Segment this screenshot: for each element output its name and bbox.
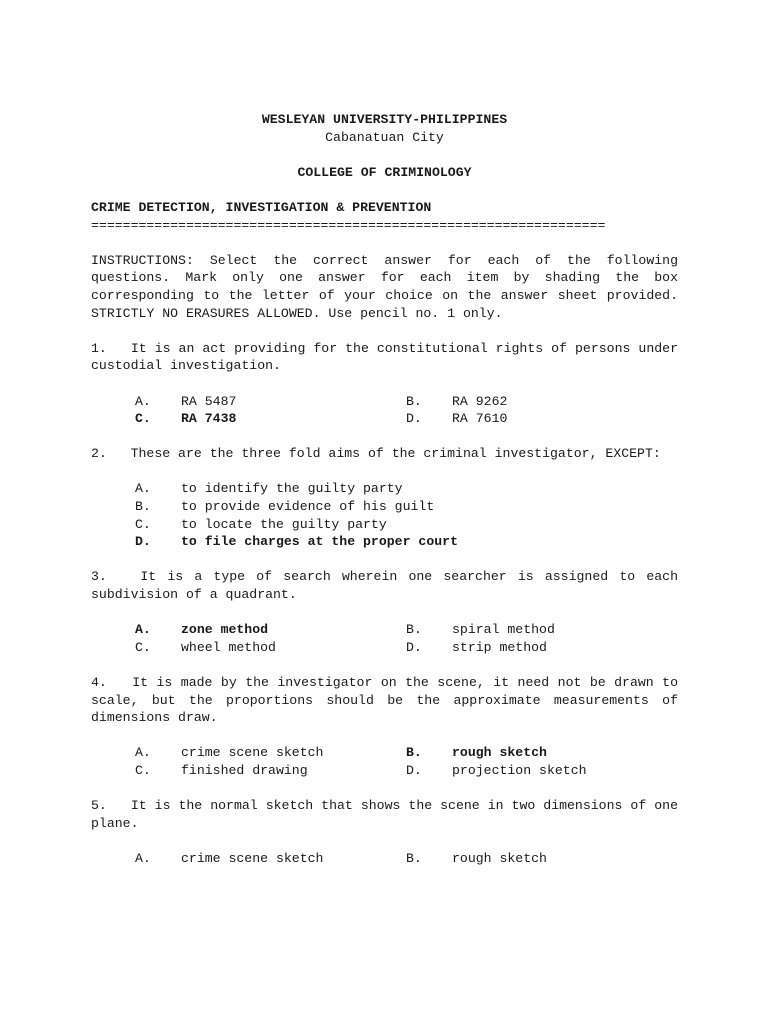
choice-c: [135, 762, 406, 780]
choice-c: [135, 639, 406, 657]
choice-letter: D.: [406, 639, 422, 655]
question-4: [91, 674, 678, 780]
choice-text: RA 9262: [452, 393, 508, 409]
university-name: WESLEYAN UNIVERSITY-PHILIPPINES: [261, 112, 508, 127]
question-text: [91, 797, 678, 832]
choices: [91, 621, 678, 656]
choice-text: wheel method: [181, 639, 276, 655]
choice-letter: C.: [135, 762, 151, 778]
question-text: [91, 568, 678, 603]
subject-title: CRIME DETECTION, INVESTIGATION & PREVENTION: [91, 199, 432, 215]
instructions: INSTRUCTIONS: Select the correct answer for each of the following questions. Mark only one answer for each item by shading the box corresponding to the letter of your choice on the answer sheet provided. STRICTLY NO ERASURES ALLOWED. Use pencil no. 1 only.: [91, 252, 678, 321]
exam-page: [91, 111, 678, 868]
choices: [91, 393, 678, 428]
choices: [91, 850, 678, 868]
choice-letter: B.: [406, 393, 422, 409]
choice-b: [406, 621, 555, 639]
question-text: [91, 340, 678, 375]
question-stem: It is an act providing for the constitutional rights of persons under custodial investigation.: [91, 340, 678, 374]
choice-b: [135, 498, 678, 516]
choice-letter: D.: [406, 762, 422, 778]
choice-text: crime scene sketch: [181, 850, 324, 866]
choice-text: to identify the guilty party: [181, 481, 403, 497]
choices: [91, 744, 678, 779]
choice-b: [406, 393, 507, 411]
question-number: 4.: [91, 675, 107, 690]
choice-text: RA 7438: [181, 411, 237, 427]
question-text: [91, 445, 678, 463]
question-stem: These are the three fold aims of the criminal investigator, EXCEPT:: [130, 446, 661, 462]
choice-text: finished drawing: [181, 762, 308, 778]
choice-letter: B.: [135, 499, 151, 515]
question-stem: It is a type of search wherein one searcher is assigned to each subdivision of a quadrant.: [91, 569, 678, 603]
question-1: [91, 340, 678, 428]
choice-letter: A.: [135, 481, 151, 497]
choice-letter: A.: [135, 850, 151, 866]
choice-letter: B.: [406, 622, 422, 638]
choice-text: to provide evidence of his guilt: [181, 499, 435, 515]
choice-letter: A.: [135, 622, 151, 638]
choice-text: strip method: [452, 639, 547, 655]
choice-text: crime scene sketch: [181, 745, 324, 761]
choice-c-answer: [135, 410, 406, 428]
choice-text: RA 5487: [181, 393, 237, 409]
question-number: 3.: [91, 569, 107, 585]
college-name: COLLEGE OF CRIMINOLOGY: [297, 164, 472, 180]
choice-text: spiral method: [452, 622, 555, 638]
choice-text: RA 7610: [452, 411, 508, 427]
question-3: [91, 568, 678, 656]
choice-c: [135, 516, 678, 534]
question-stem: It is the normal sketch that shows the scene in two dimensions of one plane.: [91, 798, 678, 831]
choice-letter: C.: [135, 516, 151, 532]
choice-letter: C.: [135, 639, 151, 655]
choices: [91, 480, 678, 550]
choice-a: [135, 744, 406, 762]
choice-text: zone method: [181, 622, 269, 638]
choice-a: [135, 480, 678, 498]
question-text: [91, 674, 678, 727]
choice-letter: D.: [135, 534, 151, 550]
choice-text: rough sketch: [452, 745, 547, 761]
choice-d: [406, 410, 507, 428]
separator-rule: =================================================================: [91, 217, 606, 233]
choice-d: [406, 762, 587, 780]
choice-letter: B.: [406, 745, 422, 761]
question-stem: It is made by the investigator on the scene, it need not be drawn to scale, but the proportions should be the approximate measurements of dimensions draw.: [91, 675, 678, 726]
choice-letter: D.: [406, 411, 422, 427]
question-2: [91, 445, 678, 551]
choice-d: [406, 639, 547, 657]
choice-letter: A.: [135, 745, 151, 761]
choice-a: [135, 850, 406, 868]
choice-text: projection sketch: [452, 762, 587, 778]
city-name: Cabanatuan City: [325, 129, 444, 145]
choice-b: [406, 850, 547, 868]
choice-a-answer: [135, 621, 406, 639]
choice-letter: A.: [135, 393, 151, 409]
question-number: 2.: [91, 446, 107, 462]
choice-d-answer: [135, 533, 678, 551]
choice-b-answer: [406, 744, 547, 762]
choice-text: rough sketch: [452, 850, 547, 866]
question-number: 5.: [91, 798, 107, 814]
choice-a: [135, 393, 406, 411]
choice-letter: C.: [135, 411, 151, 427]
choice-text: to file charges at the proper court: [181, 534, 458, 550]
choice-text: to locate the guilty party: [181, 516, 387, 532]
question-number: 1.: [91, 340, 107, 356]
choice-letter: B.: [406, 850, 422, 866]
question-5: [91, 797, 678, 867]
